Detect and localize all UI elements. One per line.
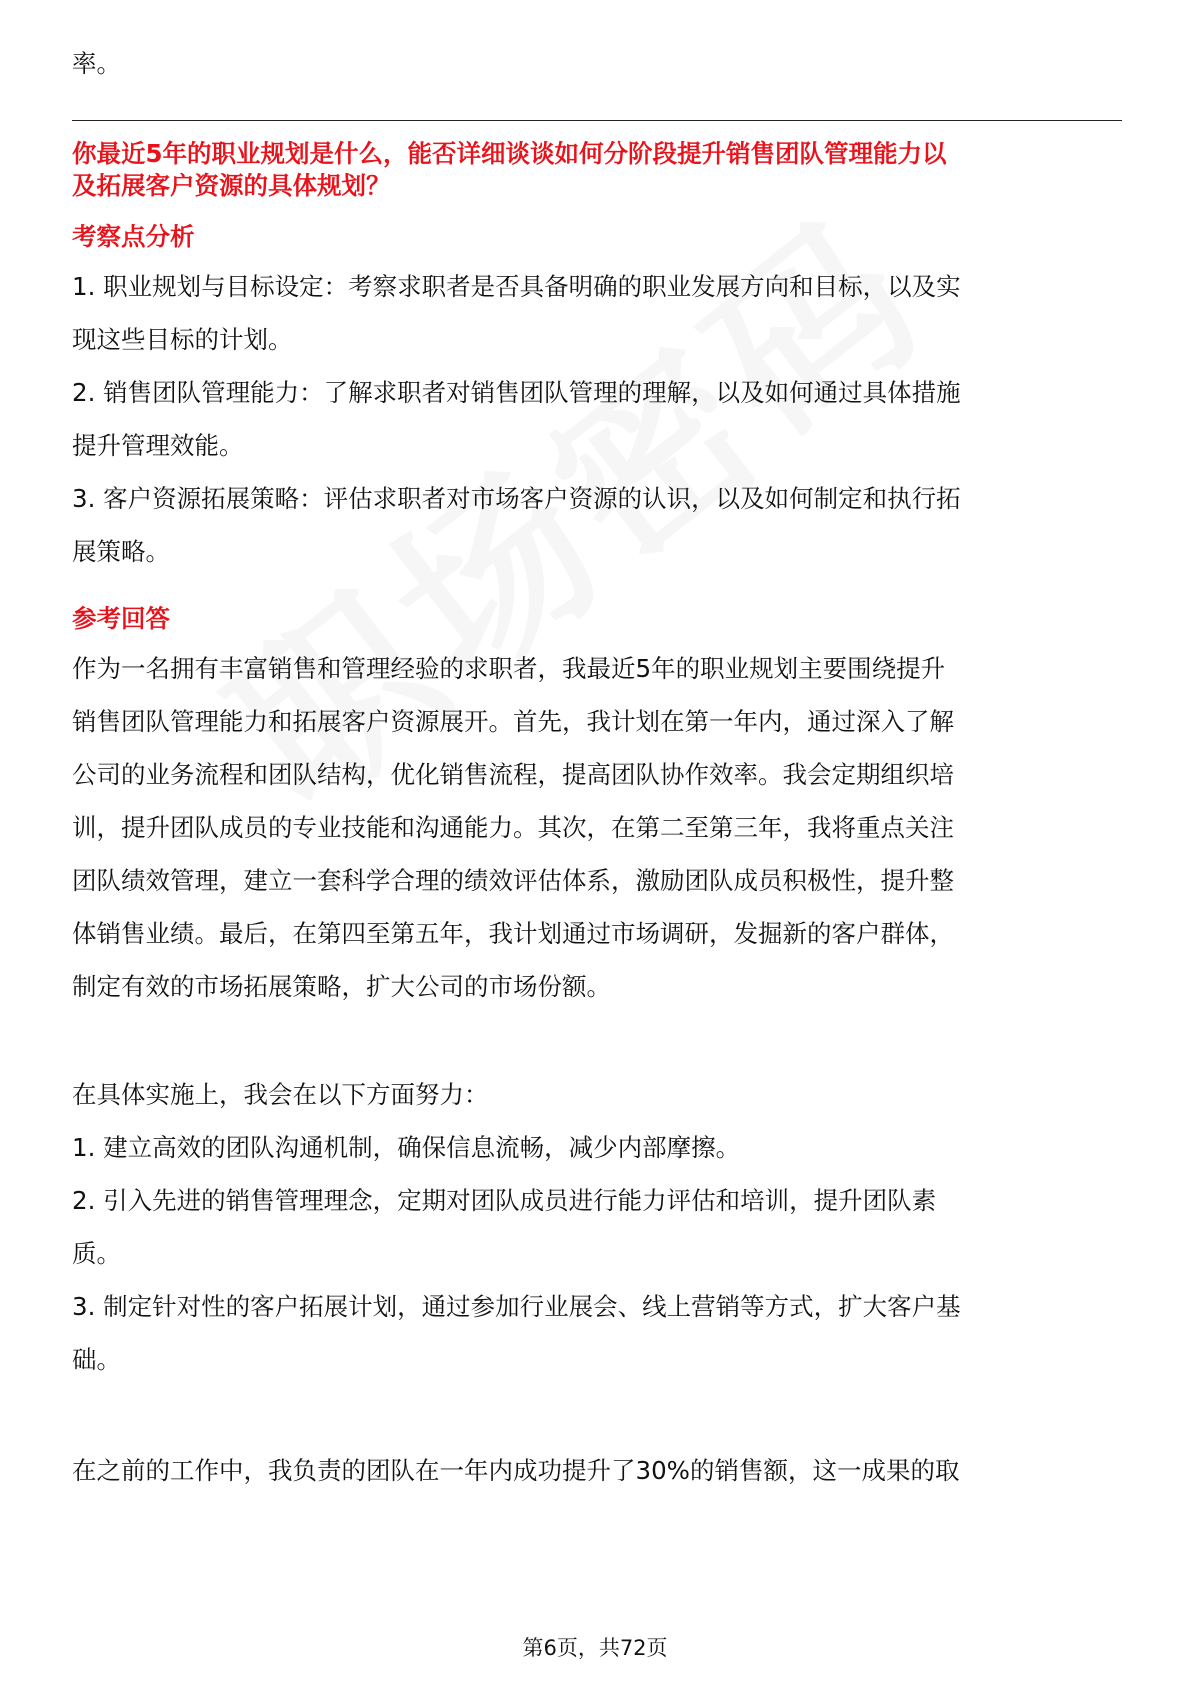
- analysis-line: 1. 职业规划与目标设定：考察求职者是否具备明确的职业发展方向和目标，以及实: [72, 272, 961, 301]
- answer-line: 体销售业绩。最后，在第四至第五年，我计划通过市场调研，发掘新的客户群体，: [72, 919, 954, 948]
- page-footer: 第6页，共72页: [522, 1636, 668, 1660]
- answer-line: 销售团队管理能力和拓展客户资源展开。首先，我计划在第一年内，通过深入了解: [72, 707, 954, 736]
- analysis-heading: 考察点分析: [72, 222, 195, 251]
- analysis-line: 展策略。: [72, 537, 170, 566]
- answer-heading: 参考回答: [72, 604, 170, 633]
- answer-line: 3. 制定针对性的客户拓展计划，通过参加行业展会、线上营销等方式，扩大客户基: [72, 1292, 961, 1321]
- answer-line: 2. 引入先进的销售管理理念，定期对团队成员进行能力评估和培训，提升团队素: [72, 1186, 937, 1215]
- answer-line: 础。: [72, 1345, 121, 1374]
- continuation-text: 率。: [72, 49, 121, 78]
- analysis-line: 3. 客户资源拓展策略：评估求职者对市场客户资源的认识，以及如何制定和执行拓: [72, 484, 961, 513]
- section-divider: [72, 120, 1122, 121]
- question-line-1: 你最近5年的职业规划是什么，能否详细谈谈如何分阶段提升销售团队管理能力以: [72, 139, 947, 168]
- answer-line: 1. 建立高效的团队沟通机制，确保信息流畅，减少内部摩擦。: [72, 1133, 741, 1162]
- question-line-2: 及拓展客户资源的具体规划？: [72, 171, 391, 200]
- answer-line: 在之前的工作中，我负责的团队在一年内成功提升了30%的销售额，这一成果的取: [72, 1456, 960, 1485]
- answer-line: 团队绩效管理，建立一套科学合理的绩效评估体系，激励团队成员积极性，提升整: [72, 866, 954, 895]
- answer-line: 在具体实施上，我会在以下方面努力：: [72, 1080, 489, 1109]
- answer-line: 公司的业务流程和团队结构，优化销售流程，提高团队协作效率。我会定期组织培: [72, 760, 954, 789]
- analysis-line: 提升管理效能。: [72, 431, 244, 460]
- answer-line: 训，提升团队成员的专业技能和沟通能力。其次，在第二至第三年，我将重点关注: [72, 813, 954, 842]
- analysis-line: 现这些目标的计划。: [72, 325, 293, 354]
- analysis-line: 2. 销售团队管理能力：了解求职者对销售团队管理的理解，以及如何通过具体措施: [72, 378, 961, 407]
- answer-line: 制定有效的市场拓展策略，扩大公司的市场份额。: [72, 972, 611, 1001]
- answer-line: 质。: [72, 1239, 121, 1268]
- answer-line: 作为一名拥有丰富销售和管理经验的求职者，我最近5年的职业规划主要围绕提升: [72, 654, 946, 683]
